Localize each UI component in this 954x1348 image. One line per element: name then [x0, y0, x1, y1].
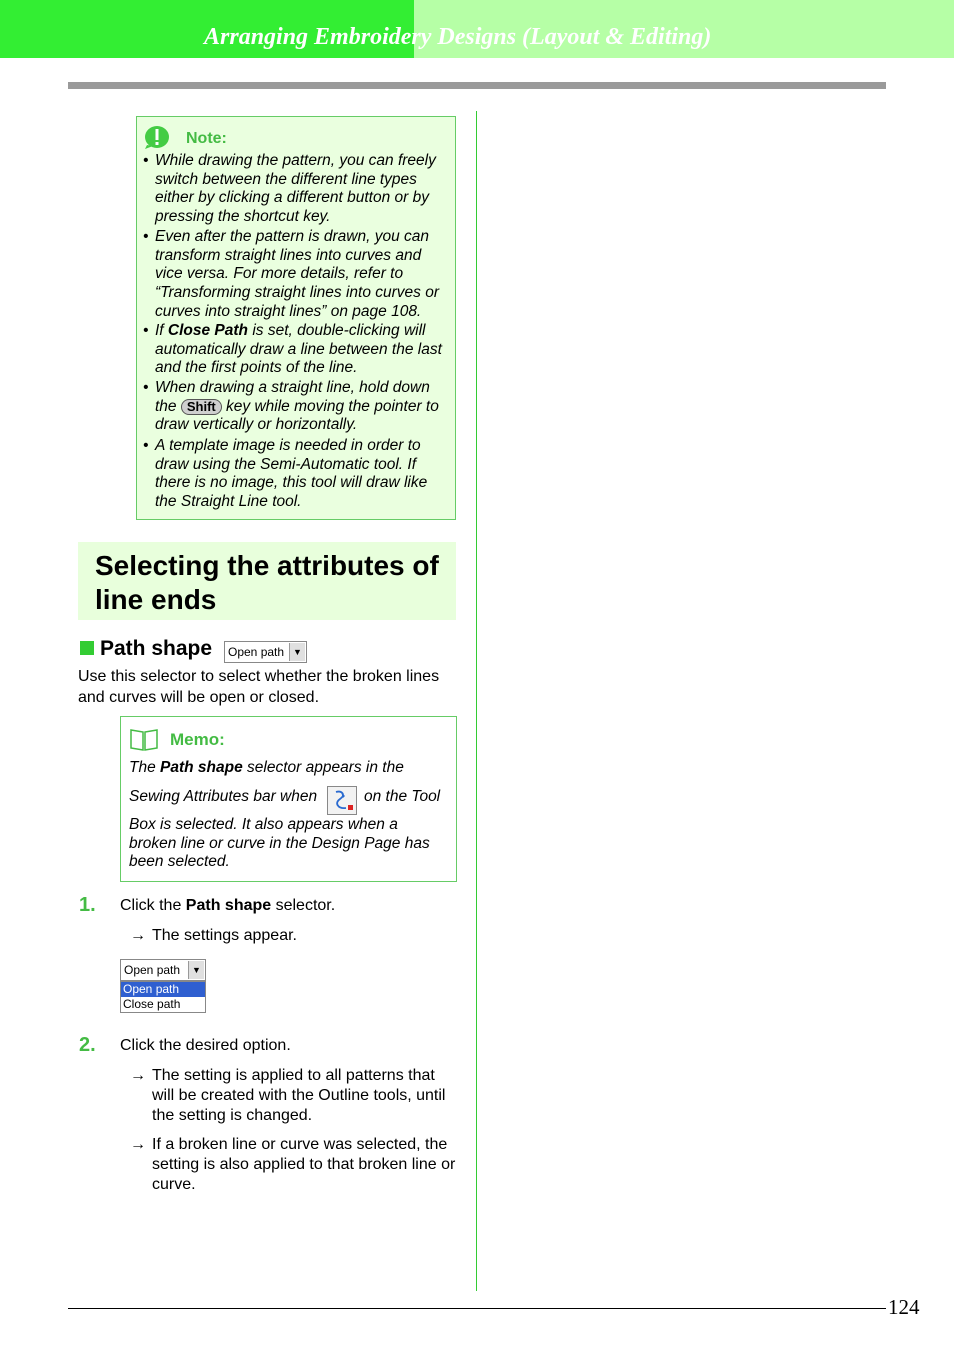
- path-shape-dropdown[interactable]: [120, 959, 206, 981]
- column-divider: [476, 111, 477, 1291]
- dropdown-value: Open path: [124, 963, 181, 977]
- dropdown-arrow-icon[interactable]: ▼: [289, 643, 305, 661]
- outline-tool-icon: [328, 787, 356, 814]
- step-text: Click the Path shape selector.: [120, 897, 336, 914]
- exclamation-icon: [145, 125, 171, 149]
- memo-box: [120, 716, 457, 882]
- dropdown-arrow-icon[interactable]: ▼: [188, 961, 204, 979]
- option-close-path[interactable]: Close path: [123, 997, 181, 1011]
- note-box: [136, 116, 456, 520]
- shift-key: Shift: [181, 399, 222, 415]
- step-result: → The setting is applied to all patterns that will be created with the Outline tools, until the setting is changed.: [130, 1067, 446, 1124]
- page-header: [0, 0, 954, 58]
- note-item: • Even after the pattern is drawn, you can transform straight lines into curves and vice versa. For more details, refer to “Transforming straight lines into curves or curves into straight lines” on page 108.: [143, 228, 449, 322]
- note-item-text: Even after the pattern is drawn, you can transform straight lines into curves and vice versa. For more details, refer to “Transforming straight lines into curves or curves into straight lines” on page 108.: [155, 228, 439, 320]
- close-path-term: Close Path: [167, 322, 249, 339]
- arrow-icon: →: [130, 1136, 146, 1153]
- page-number: 124: [888, 1295, 920, 1319]
- step-result: → If a broken line or curve was selected, the setting is also applied to that broken line or curve.: [130, 1136, 456, 1193]
- square-bullet-icon: [80, 641, 94, 655]
- path-shape-term: Path shape: [185, 897, 272, 914]
- path-shape-description: Use this selector to select whether the broken lines and curves will be open or closed.: [78, 668, 440, 706]
- section-heading: [78, 542, 456, 620]
- arrow-icon: →: [130, 927, 146, 944]
- book-icon: [129, 727, 159, 751]
- dropdown-options: [120, 981, 206, 1013]
- memo-paragraph: Box is selected. It also appears when a broken line or curve in the Design Page has been selected.: [129, 816, 430, 871]
- note-item-text: While drawing the pattern, you can freely switch between the different line types either by clicking a different button or by pressing the shortcut key.: [155, 152, 436, 226]
- note-item-text: When drawing a straight line, hold down the Shift key while moving the pointer to draw vertically or horizontally.: [155, 379, 439, 434]
- step-text: Click the desired option.: [120, 1037, 291, 1054]
- note-item-text: If Close Path is set, double-clicking will automatically draw a line between the last and the first points of the line.: [155, 322, 442, 377]
- note-item: • When drawing a straight line, hold down the Shift key while moving the pointer to draw vertically or horizontally.: [143, 379, 449, 435]
- note-title: Note:: [186, 130, 227, 147]
- header-rule: [68, 82, 886, 89]
- arrow-icon: →: [130, 1067, 146, 1084]
- step-number: 2.: [79, 1034, 96, 1056]
- path-shape-term: Path shape: [160, 759, 243, 776]
- path-shape-title: Path shape: [100, 637, 213, 660]
- memo-line: on the Tool: [364, 788, 441, 805]
- step-number: 1.: [79, 894, 96, 916]
- note-item: • A template image is needed in order to draw using the Semi-Automatic tool. If there is no image, this tool will draw like the Straight Line tool.: [143, 437, 449, 512]
- memo-title: Memo:: [170, 730, 225, 749]
- footer-rule: [68, 1308, 886, 1309]
- path-shape-selector[interactable]: [224, 641, 307, 663]
- selector-value: Open path: [228, 645, 285, 659]
- memo-line: The Path shape selector appears in the: [129, 759, 404, 776]
- option-open-path[interactable]: Open path: [121, 982, 205, 997]
- note-item: • If Close Path is set, double-clicking will automatically draw a line between the last and the first points of the line.: [143, 322, 449, 378]
- outline-tool-button: [327, 786, 357, 815]
- note-item-text: A template image is needed in order to draw using the Semi-Automatic tool. If there is no image, this tool will draw like the Straight Line tool.: [155, 437, 428, 511]
- header-title: Arranging Embroidery Designs (Layout & Editing): [204, 24, 712, 50]
- memo-line: Sewing Attributes bar when: [129, 788, 318, 805]
- section-title: Selecting the attributes of line ends: [95, 550, 439, 615]
- step-result: → The settings appear.: [130, 927, 297, 944]
- note-item: • While drawing the pattern, you can freely switch between the different line types either by clicking a different button or by pressing the shortcut key.: [143, 152, 449, 227]
